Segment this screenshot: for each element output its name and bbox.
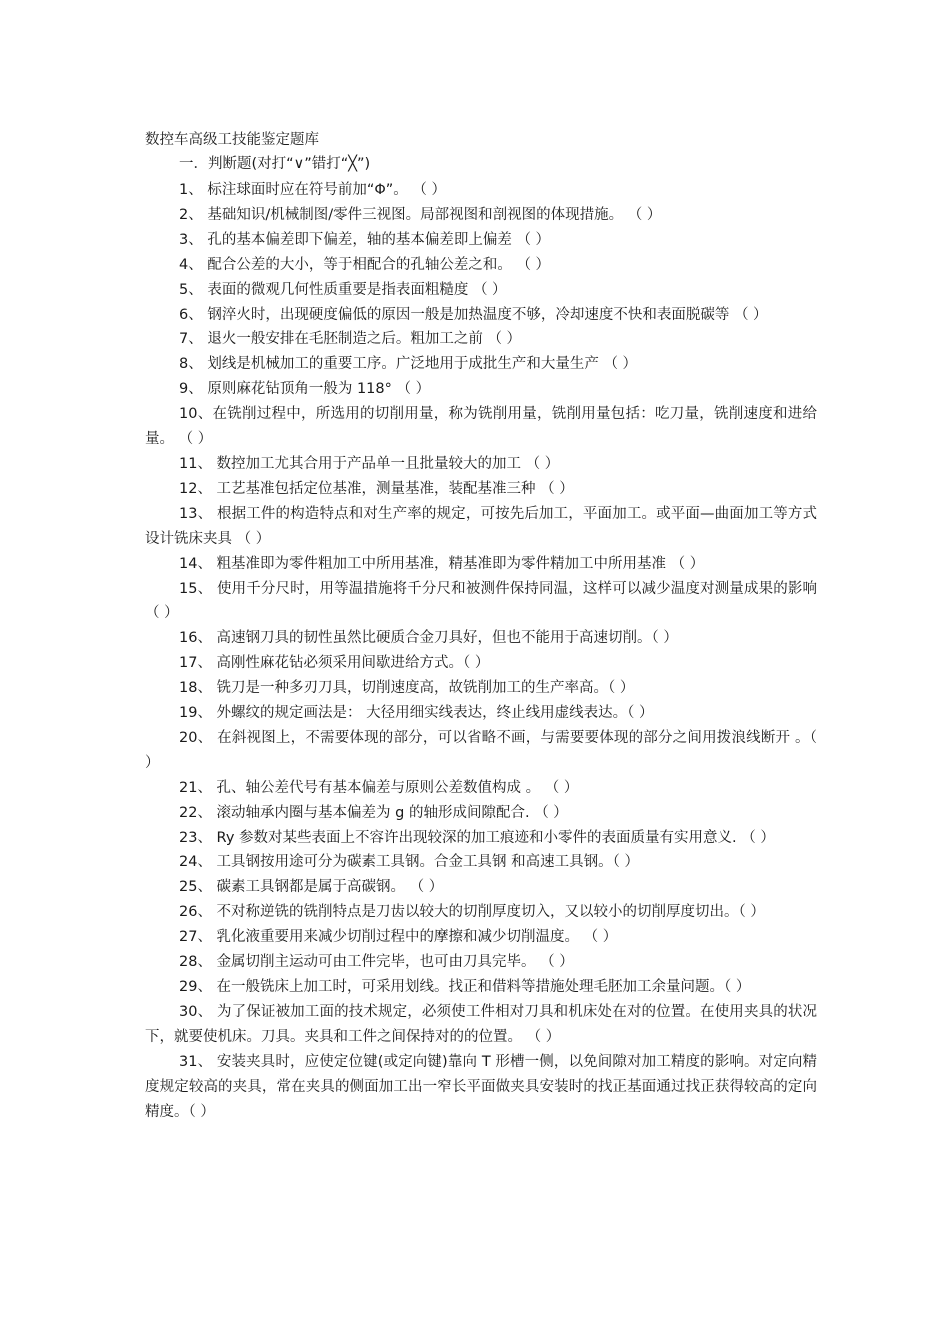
question-item: 18、 铣刀是一种多刃刀具，切削速度高，故铣削加工的生产率高。（ ） (179, 680, 635, 697)
question-item: 8、 划线是机械加工的重要工序。广泛地用于成批生产和大量生产 （ ） (179, 356, 638, 373)
question-item: 22、 滚动轴承内圈与基本偏差为 g 的轴形成间隙配合. （ ） (179, 804, 568, 821)
question-item: 17、 高刚性麻花钻必须采用间歇进给方式。（ ） (179, 655, 490, 672)
question-item: 12、 工艺基准包括定位基准，测量基准，装配基准三种 （ ） (179, 480, 574, 497)
question-item: 2、 基础知识/机械制图/零件三视图。局部视图和剖视图的体现措施。 （ ） (179, 206, 662, 223)
question-item: 27、 乳化液重要用来减少切削过程中的摩擦和减少切削温度。 （ ） (179, 929, 618, 946)
question-item: 15、 使用千分尺时，用等温措施将千分尺和被测件保持同温，这样可以减少温度对测量成果的影响 （ ） (145, 580, 817, 622)
question-item: 19、 外螺纹的规定画法是： 大径用细实线表达，终止线用虚线表达。（ ） (179, 705, 654, 722)
question-item: 23、 Ry 参数对某些表面上不容许出现较深的加工痕迹和小零件的表面质量有实用意义. （ ） (179, 829, 775, 846)
question-item: 3、 孔的基本偏差即下偏差，轴的基本偏差即上偏差 （ ） (179, 231, 551, 248)
question-item: 1、 标注球面时应在符号前加“Φ”。 （ ） (179, 182, 446, 198)
question-item: 6、 钢淬火时，出现硬度偏低的原因一般是加热温度不够，冷却速度不快和表面脱碳等 （ ） (179, 306, 768, 323)
question-item: 16、 高速钢刀具的韧性虽然比硬质合金刀具好，但也不能用于高速切削。（ ） (179, 630, 678, 647)
section-heading: 一．判断题(对打“∨”错打“╳”) (179, 156, 371, 172)
question-item: 10、在铣削过程中，所选用的切削用量，称为铣削用量，铣削用量包括：吃刀量，铣削速度和进给量。 （ ） (145, 406, 817, 448)
question-item: 29、 在一般铣床上加工时，可采用划线。找正和借料等措施处理毛胚加工余量问题。（ ） (179, 979, 751, 995)
question-item: 14、 粗基准即为零件粗加工中所用基准，精基准即为零件精加工中所用基准 （ ） (179, 555, 705, 572)
question-item: 28、 金属切削主运动可由工件完毕，也可由刀具完毕。 （ ） (179, 954, 574, 971)
question-item: 26、 不对称逆铣的铣削特点是刀齿以较大的切削厚度切入，又以较小的切削厚度切出。（ ） (179, 904, 765, 921)
question-item: 4、 配合公差的大小，等于相配合的孔轴公差之和。 （ ） (179, 256, 551, 273)
question-item: 20、 在斜视图上，不需要体现的部分，可以省略不画，与需要要体现的部分之间用拨浪线断开 。（ ） (145, 729, 817, 771)
question-item: 9、 原则麻花钻顶角一般为 118° （ ） (179, 381, 431, 398)
question-item: 31、 安装夹具时，应使定位键(或定向键)靠向 T 形槽一侧，以免间隙对加工精度的影响。对定向精度规定较高的夹具，常在夹具的侧面加工出一窄长平面做夹具安装时的找正基面通过找正获得较高的定向精度。（ ） (145, 1053, 817, 1120)
question-item: 7、 退火一般安排在毛胚制造之后。粗加工之前 （ ） (179, 331, 522, 348)
question-item: 11、 数控加工尤其合用于产品单一且批量较大的加工 （ ） (179, 455, 560, 472)
question-item: 24、 工具钢按用途可分为碳素工具钢。合金工具钢 和高速工具钢。（ ） (179, 854, 640, 871)
question-item: 13、 根据工件的构造特点和对生产率的规定，可按先后加工，平面加工。或平面—曲面加工等方式设计铣床夹具 （ ） (145, 505, 817, 547)
question-item: 30、 为了保证被加工面的技术规定，必须使工件相对刀具和机床处在对的位置。在使用夹具的状况下，就要使机床。刀具。夹具和工件之间保持对的的位置。 （ ） (145, 1003, 817, 1045)
question-item: 5、 表面的微观几何性质重要是指表面粗糙度 （ ） (179, 281, 507, 298)
document-title: 数控车高级工技能鉴定题库 (145, 132, 319, 148)
question-item: 21、 孔、轴公差代号有基本偏差与原则公差数值构成 。 （ ） (179, 779, 579, 796)
question-item: 25、 碳素工具钢都是属于高碳钢。 （ ） (179, 879, 444, 896)
question-list (145, 178, 817, 1124)
